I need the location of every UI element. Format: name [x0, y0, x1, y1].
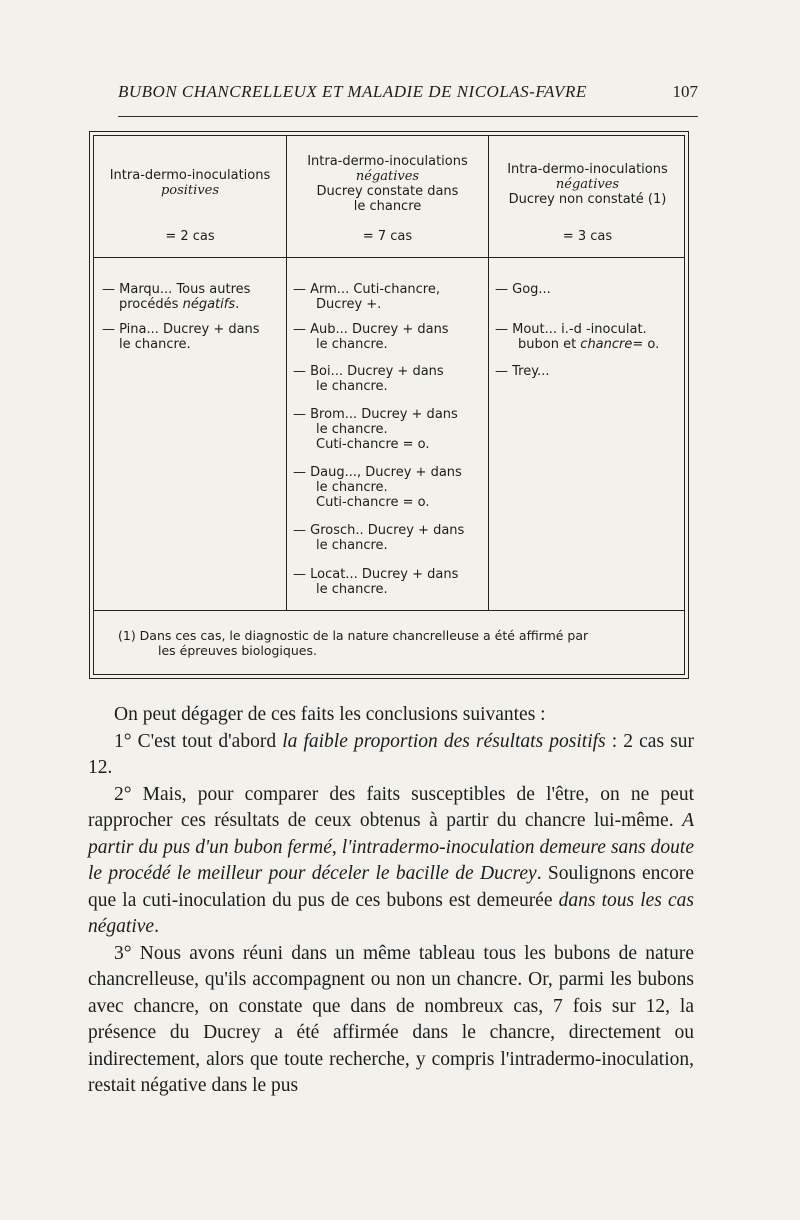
entry-line: — Marqu... Tous autres — [102, 282, 251, 297]
column-header-positives — [94, 168, 286, 198]
entry-line: Cuti-chancre = o. — [316, 495, 430, 510]
column-header-negatives-ducrey — [287, 154, 488, 214]
entry-line: — Brom... Ducrey + dans — [293, 407, 458, 422]
col3-head-line1: Intra-dermo-inoculations — [507, 162, 668, 177]
entry-text: . — [235, 297, 240, 312]
table-entry — [293, 465, 462, 510]
col2-head-italic: négatives — [355, 169, 420, 184]
entry-line: — Boi... Ducrey + dans — [293, 364, 444, 379]
running-header — [118, 82, 698, 112]
entry-line: le chancre. — [316, 337, 388, 352]
entry-line: — Daug..., Ducrey + dans — [293, 465, 462, 480]
entry-text: bubon et — [518, 337, 581, 352]
col2-head-line4: le chancre — [353, 199, 422, 214]
table-entry — [293, 567, 458, 597]
text-italic: la faible proportion des résultats positifs — [282, 730, 606, 752]
text-italic: dans tous les cas négative — [88, 889, 694, 937]
table-entry — [293, 322, 449, 352]
table-entry — [293, 282, 440, 312]
col1-count: = 2 cas — [165, 229, 215, 244]
table-entry — [495, 364, 549, 379]
col3-head-line3: Ducrey non constaté (1) — [508, 192, 667, 207]
header-divider — [94, 257, 684, 258]
entry-line: — Trey... — [495, 364, 550, 379]
col3-head-italic: négatives — [555, 177, 620, 192]
table-entry — [495, 282, 551, 297]
text-run: . — [154, 916, 159, 937]
paragraph-point-3: 3° Nous avons réuni dans un même tableau tous les bubons de nature chancrelleuse, qu'ils accompagnent ou non un chancre. Or, parmi les bubons avec chancre, on constate que dans de nombreux cas, 7 fois sur 12, la présence du Ducrey a été affirmée dans le chancre, directement ou indirectement, alors que toute recherche, y compris l'intradermo-inoculation, restait négative dans le pus — [88, 942, 694, 1096]
entry-line: — Arm... Cuti-chancre, — [293, 282, 440, 297]
entry-line: le chancre. — [316, 422, 388, 437]
body-text — [88, 702, 694, 1100]
table-entry — [293, 407, 458, 452]
entry-text: procédés — [119, 297, 183, 312]
entry-line: le chancre. — [316, 538, 388, 553]
table-entry — [102, 282, 250, 312]
footnote-line1: (1) Dans ces cas, le diagnostic de la nature chancrelleuse a été affirmé par — [118, 628, 589, 643]
paragraph-point-1 — [88, 729, 694, 782]
entry-line: Ducrey +. — [316, 297, 382, 312]
col1-head-line1: Intra-dermo-inoculations — [109, 168, 271, 183]
paragraph-intro: On peut dégager de ces faits les conclusions suivantes : — [114, 704, 546, 725]
text-run: 1° C'est tout d'abord — [114, 730, 283, 752]
entry-line: — Pina... Ducrey + dans — [102, 322, 260, 337]
entry-italic: chancre — [580, 337, 633, 352]
entry-text: = o. — [632, 337, 660, 352]
col2-head-line1: Intra-dermo-inoculations — [307, 154, 468, 169]
entry-line: le chancre. — [316, 582, 388, 597]
col3-count: = 3 cas — [562, 229, 613, 244]
table-entry — [495, 322, 659, 352]
page-number: 107 — [672, 82, 698, 101]
column-header-negatives-no-ducrey — [489, 162, 686, 207]
table-footnote — [118, 628, 678, 658]
entry-line: le chancre. — [316, 379, 388, 394]
table-entry — [293, 364, 444, 394]
entry-line — [495, 337, 659, 352]
results-table — [89, 131, 689, 679]
entry-line: — Mout... i.-d -inoculat. — [495, 322, 647, 337]
text-run: : 2 cas sur 12. — [88, 730, 694, 778]
entry-line: — Aub... Ducrey + dans — [293, 322, 449, 337]
col1-head-italic: positives — [160, 183, 220, 198]
text-italic: A partir du pus d'un bubon fermé, l'intradermo-inoculation demeure sans doute le procédé le meilleur pour déceler le bacille de Ducrey — [88, 810, 694, 884]
entry-line — [102, 297, 250, 312]
text-run: . Soulignons encore que la cuti-inoculation du pus de ces bubons est demeurée — [88, 863, 694, 911]
col2-head-line3: Ducrey constate dans — [316, 184, 459, 199]
running-title: BUBON CHANCRELLEUX ET MALADIE DE NICOLAS-FAVRE — [118, 82, 587, 101]
entry-italic: négatifs — [182, 297, 236, 312]
table-entry — [102, 322, 260, 352]
col2-count: = 7 cas — [362, 229, 413, 244]
entry-line: — Grosch.. Ducrey + dans — [293, 523, 465, 538]
entry-line: le chancre. — [119, 337, 191, 352]
entry-line: le chancre. — [316, 480, 388, 495]
header-rule — [118, 116, 698, 117]
column-divider — [488, 136, 489, 611]
footnote-line2: les épreuves biologiques. — [158, 643, 317, 658]
entry-line: — Locat... Ducrey + dans — [293, 567, 459, 582]
text-run: 2° Mais, pour comparer des faits susceptibles de l'être, on ne peut rapprocher ces résultats de ceux obtenus à partir du chancre lui-même. — [88, 783, 694, 831]
entry-line: Cuti-chancre = o. — [316, 437, 430, 452]
paragraph-point-2 — [88, 782, 694, 941]
table-entry — [293, 523, 464, 553]
footnote-divider — [94, 610, 684, 611]
entry-line: — Gog... — [495, 282, 551, 297]
